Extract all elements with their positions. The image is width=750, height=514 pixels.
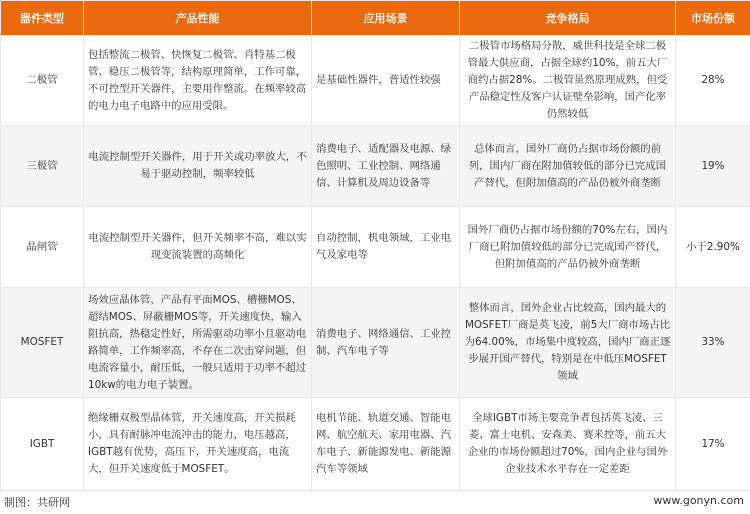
table-row — [1, 36, 750, 126]
cell-performance: 电流控制型开关器件，但开关频率不高，难以实现变流装置的高频化 — [84, 207, 312, 288]
cell-competition: 总体而言，国外厂商仍占据市场份额的前列，国内厂商在附加值较低的部分已完成国产替代，但附加值高的产品仍被外商垄断 — [460, 126, 676, 207]
cell-application: 消费电子、适配器及电源、绿色照明、工业控制、网络通信、计算机及周边设备等 — [312, 126, 460, 207]
cell-device-type: MOSFET — [1, 288, 84, 398]
header-market-share: 市场份额 — [676, 1, 750, 36]
cell-competition: 国外厂商仍占据市场份额的70%左右，国内厂商已附加值较低的部分已完成国产替代，但附加值高的产品仍被外商垄断 — [460, 207, 676, 288]
cell-application: 电机节能、轨道交通、智能电网、航空航天、家用电器、汽车电子、新能源发电、新能源汽车等领域 — [312, 398, 460, 491]
cell-market-share: 28% — [676, 36, 750, 126]
cell-performance: 电流控制型开关器件，用于开关或功率放大，不易于驱动控制，频率较低 — [84, 126, 312, 207]
table-header-row — [1, 1, 750, 36]
cell-application: 消费电子、网络通信、工业控制、汽车电子等 — [312, 288, 460, 398]
website-url: www.gonyn.com — [653, 494, 744, 507]
cell-application: 自动控制，机电领域，工业电气及家电等 — [312, 207, 460, 288]
cell-device-type: 二极管 — [1, 36, 84, 126]
cell-device-type: 晶闸管 — [1, 207, 84, 288]
cell-market-share: 33% — [676, 288, 750, 398]
cell-market-share: 小于2.90% — [676, 207, 750, 288]
table-row — [1, 126, 750, 207]
source-caption: 制图：共研网 — [4, 496, 70, 509]
cell-performance: 绝缘栅双极型晶体管，开关速度高，开关损耗小，具有耐脉冲电流冲击的能力，电压越高，IGBT越有优势，高压下，开关速度高，电流大，但开关速度低于MOSFET。 — [84, 398, 312, 491]
table-row — [1, 398, 750, 491]
header-device-type: 器件类型 — [1, 1, 84, 36]
cell-competition: 整体而言，国外企业占比较高，国内最大的MOSFET厂商是英飞凌，前5大厂商市场占比为64.00%，市场集中度较高，国内厂商正逐步展开国产替代，特别是在中低压MOSFET领域 — [460, 288, 676, 398]
table-row — [1, 288, 750, 398]
cell-device-type: IGBT — [1, 398, 84, 491]
cell-performance: 场效应晶体管，产品有平面MOS、槽栅MOS、超结MOS、屏蔽栅MOS等，开关速度快，输入阻抗高，热稳定性好，所需驱动功率小且驱动电路简单，工作频率高，不存在二次击穿问题，但电流容量小，耐压低，一般只适用于功率不超过10kw的电力电子装置。 — [84, 288, 312, 398]
cell-performance: 包括整流二极管、快恢复二极管、肖特基二极管、稳压二极管等，结构原理简单，工作可靠，不可控型开关器件，主要用作整流。在频率较高的电力电子电路中的应用受限。 — [84, 36, 312, 126]
header-performance: 产品性能 — [84, 1, 312, 36]
cell-market-share: 19% — [676, 126, 750, 207]
cell-competition: 二极管市场格局分散，威世科技是全球二极管最大供应商，占据全球约10%，前五大厂商约占据28%。二极管虽然原理成熟，但受产品稳定性及客户认证壁垒影响，国产化率仍然较低 — [460, 36, 676, 126]
header-competition: 竞争格局 — [460, 1, 676, 36]
cell-market-share: 17% — [676, 398, 750, 491]
cell-competition: 全球IGBT市场主要竞争者包括英飞凌、三菱、富士电机、安森美、赛米控等，前五大企业的市场份额超过70%，国内企业与国外企业技术水平存在一定差距 — [460, 398, 676, 491]
header-application: 应用场景 — [312, 1, 460, 36]
table-row — [1, 207, 750, 288]
cell-device-type: 三极管 — [1, 126, 84, 207]
cell-application: 是基础性器件，普适性较强 — [312, 36, 460, 126]
